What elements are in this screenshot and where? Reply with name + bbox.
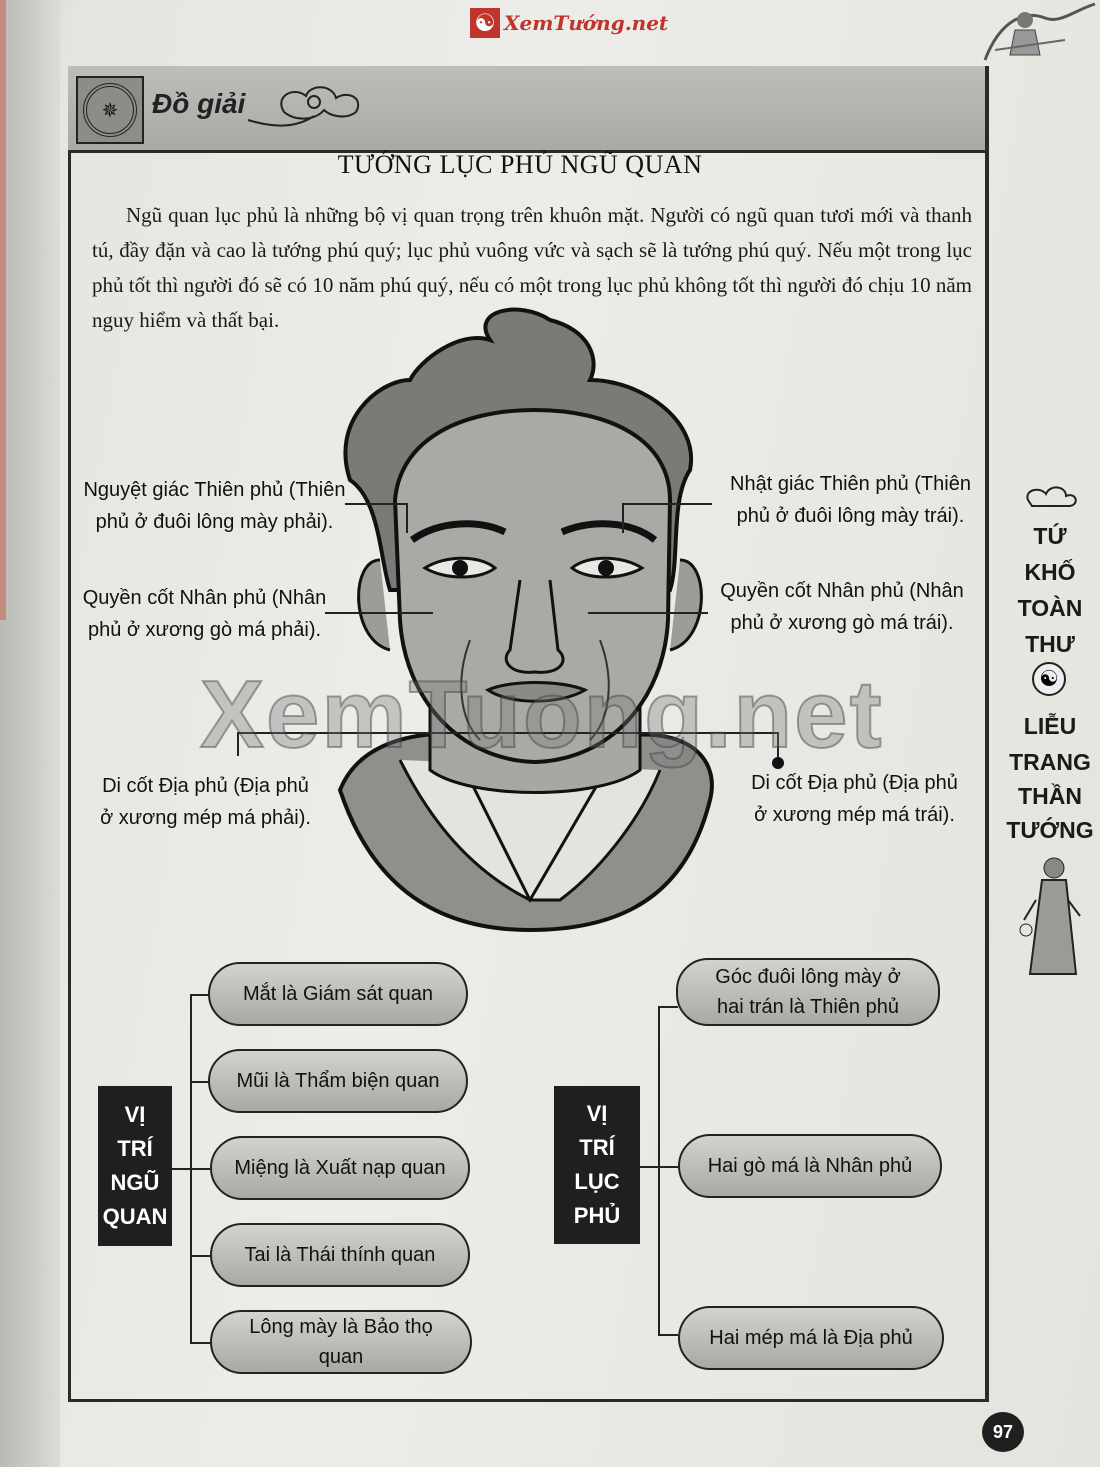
header-title: Đồ giải xyxy=(152,88,246,119)
sidebar-word-than: THẦN xyxy=(1018,783,1082,809)
leader-line-right-top-h xyxy=(622,503,712,505)
luc-phu-connector xyxy=(640,1166,660,1168)
luc-phu-trunk xyxy=(658,1006,660,1336)
sidebar-word-tuong: TƯỚNG xyxy=(1006,817,1094,843)
sidebar-word-tu: TỨ xyxy=(1033,523,1067,549)
dharma-wheel-icon: ✵ xyxy=(83,83,137,137)
ngu-quan-connector xyxy=(172,1168,192,1170)
luc-phu-branch-3 xyxy=(658,1334,678,1336)
ngu-quan-branch-3 xyxy=(190,1168,210,1170)
site-logo-text: XemTướng.net xyxy=(504,11,669,35)
ngu-quan-branch-5 xyxy=(190,1342,210,1344)
luc-phu-branch-1 xyxy=(658,1006,678,1008)
ngu-quan-item-mouth: Miệng là Xuất nạp quan xyxy=(210,1136,470,1200)
leader-line-left-top-h xyxy=(345,503,407,505)
label-nguyet-giac: Nguyệt giác Thiên phủ (Thiên phủ ở đuôi lông mày phải). xyxy=(83,479,346,533)
ngu-quan-branch-4 xyxy=(190,1255,210,1257)
watermark: XemTuong.net xyxy=(200,661,884,768)
leader-line-right-top-v xyxy=(622,503,624,533)
page-number: 97 xyxy=(982,1412,1024,1452)
luc-phu-item-thien-phu: Góc đuôi lông mày ở hai trán là Thiên phủ xyxy=(676,958,940,1026)
label-quyen-cot-right: Quyền cốt Nhân phủ (Nhân phủ ở xương gò má trái). xyxy=(720,580,964,634)
leader-line-left-mid xyxy=(325,612,433,614)
ngu-quan-item-ears: Tai là Thái thính quan xyxy=(210,1223,470,1287)
ngu-quan-item-brows: Lông mày là Bảo thọ quan xyxy=(210,1310,472,1374)
sidebar-word-kho: KHỐ xyxy=(1024,559,1076,585)
label-nhat-giac: Nhật giác Thiên phủ (Thiên phủ ở đuôi lông mày trái). xyxy=(730,473,971,527)
ngu-quan-branch-1 xyxy=(190,994,210,996)
leader-line-right-mid xyxy=(588,612,708,614)
yin-yang-icon: ☯ xyxy=(470,8,500,38)
sidebar-word-trang: TRANG xyxy=(1009,749,1091,775)
yin-yang-icon: ☯ xyxy=(1032,662,1066,696)
cloud-ornament-icon xyxy=(1022,480,1082,510)
label-di-cot-left: Di cốt Địa phủ (Địa phủ ở xương mép má phải). xyxy=(100,775,311,829)
luc-phu-branch-2 xyxy=(658,1166,678,1168)
leader-line-left-top-v xyxy=(406,503,408,533)
luc-phu-item-nhan-phu: Hai gò má là Nhân phủ xyxy=(678,1134,942,1198)
ngu-quan-item-nose: Mũi là Thẩm biện quan xyxy=(208,1049,468,1113)
sidebar-word-thu: THƯ xyxy=(1025,631,1075,657)
luc-phu-item-dia-phu: Hai mép má là Địa phủ xyxy=(678,1306,944,1370)
intro-paragraph: Ngũ quan lục phủ là những bộ vị quan trọng trên khuôn mặt. Người có ngũ quan tươi mới và thanh tú, đầy đặn và cao là tướng phú quý; lục phủ vuông vức và sạch sẽ là tướng phú quý. Nếu một trong lục phủ tốt thì người đó sẽ có 10 năm phú quý, nếu có một trong lục phủ không tốt thì người đó chịu 10 năm nguy hiểm và thất bại. xyxy=(92,203,972,332)
ngu-quan-branch-2 xyxy=(190,1081,210,1083)
sidebar-word-lieu: LIỄU xyxy=(1023,713,1077,739)
sidebar-word-toan: TOÀN xyxy=(1017,595,1083,621)
luc-phu-box: VỊ TRÍ LỤC PHỦ xyxy=(554,1086,640,1244)
scholar-figure-icon xyxy=(1016,850,1086,980)
main-title: TƯỚNG LỤC PHỦ NGŨ QUAN xyxy=(337,150,703,179)
ngu-quan-box: VỊ TRÍ NGŨ QUAN xyxy=(98,1086,172,1246)
ngu-quan-item-eyes: Mắt là Giám sát quan xyxy=(208,962,468,1026)
label-di-cot-right: Di cốt Địa phủ (Địa phủ ở xương mép má trái). xyxy=(751,772,958,826)
label-quyen-cot-left: Quyền cốt Nhân phủ (Nhân phủ ở xương gò má phải). xyxy=(82,587,327,641)
